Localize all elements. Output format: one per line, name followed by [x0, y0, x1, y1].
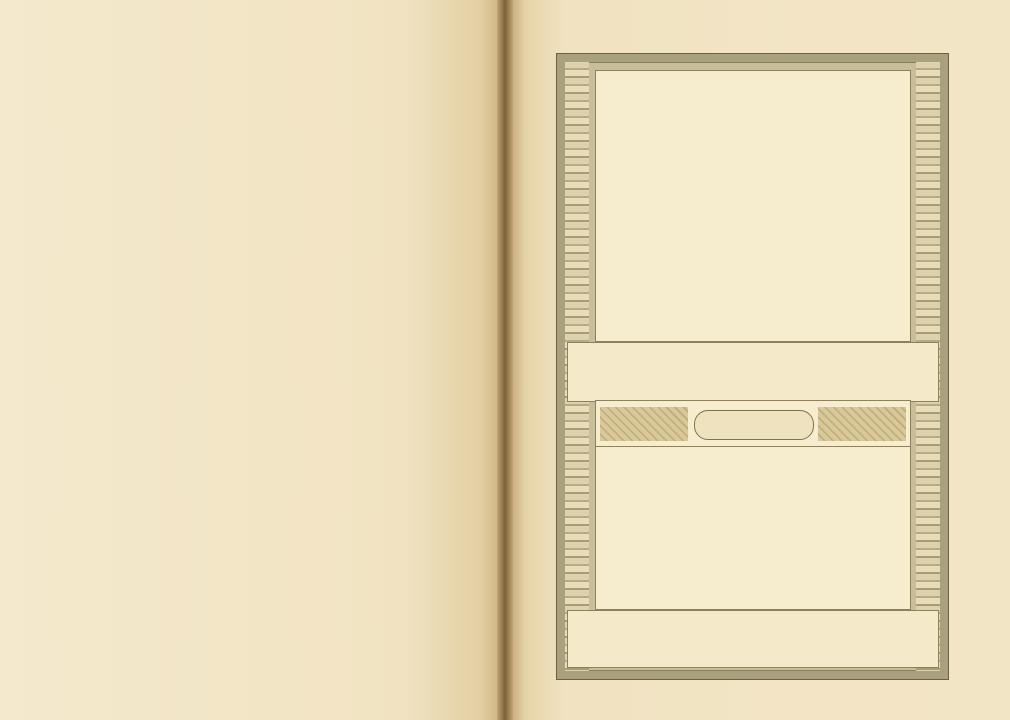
left-mid-ornament: [600, 407, 688, 441]
save-from-fire-cartouche: [694, 410, 814, 440]
glorification-band-2: [567, 610, 939, 668]
middle-panel: [595, 400, 911, 448]
right-mid-ornament: [818, 407, 906, 441]
book-gutter: [497, 0, 513, 720]
calligraphy-frame: [556, 53, 949, 680]
top-arabic-panel: [595, 70, 911, 342]
glorification-band-1: [567, 342, 939, 402]
bottom-arabic-panel: [595, 446, 911, 610]
